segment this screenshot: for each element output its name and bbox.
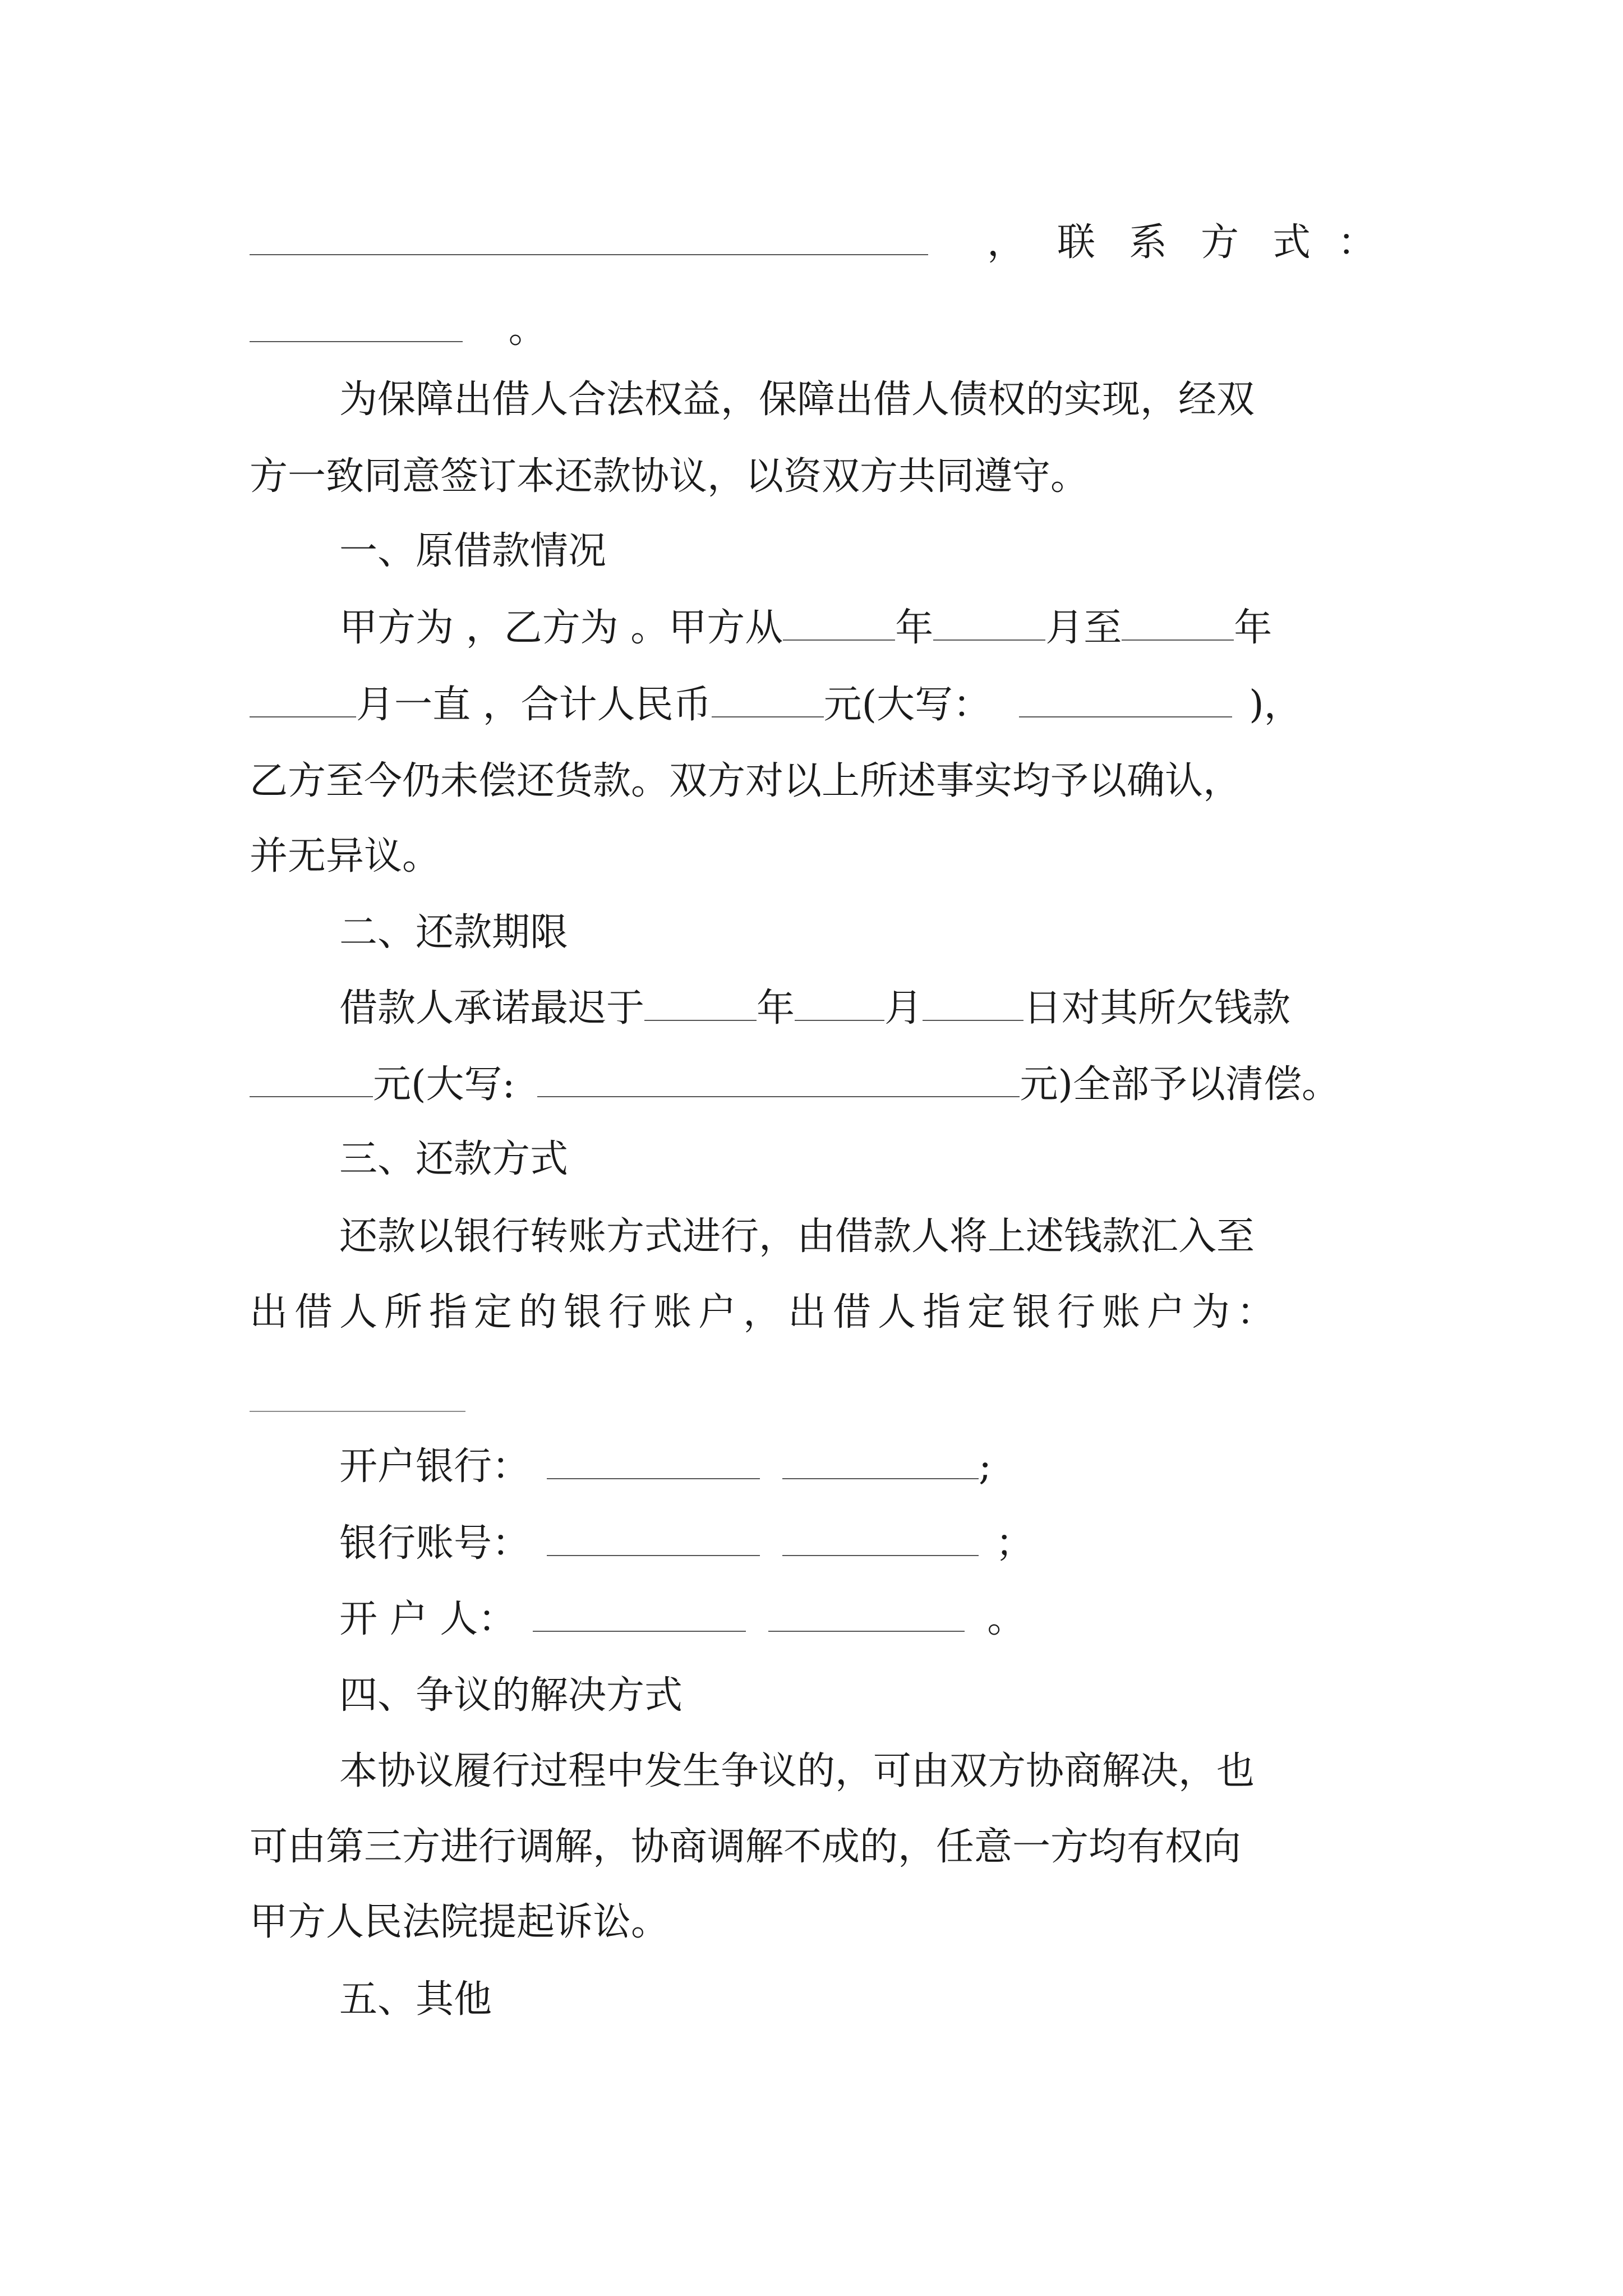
blank-field (712, 716, 824, 717)
account-line (339, 1507, 1388, 1580)
bank-label: 开户银行： (339, 1444, 531, 1489)
repayment-deadline-line-2 (250, 1048, 1388, 1121)
repayment-method-line-1: 还款以银行转账方式进行，由借款人将上述钱款汇入至 (339, 1214, 1255, 1259)
colon: ： (1338, 220, 1376, 265)
section-heading-1: 一、原借款情况 (339, 529, 607, 573)
blank-field (782, 1554, 979, 1556)
comma: ， (987, 220, 1026, 265)
account-blank-line (250, 1363, 1388, 1436)
blank-field (250, 1410, 465, 1412)
capital-amount-label: 元(大写： (823, 683, 992, 727)
month-label: 月 (884, 986, 923, 1030)
blank-field (250, 1096, 373, 1097)
deadline-text: 借款人承诺最迟于 (339, 986, 645, 1030)
year-label: 年 (1234, 606, 1272, 650)
year-label: 年 (757, 986, 795, 1030)
loan-info-text: 甲方为 ，乙方为 。甲方从 (339, 606, 783, 650)
month-label: 月至 (1045, 606, 1122, 650)
blank-field (250, 341, 463, 342)
year-label: 年 (895, 606, 934, 650)
blank-field (250, 716, 356, 717)
contact-label: 联系方式 (1057, 220, 1345, 265)
blank-field (923, 1019, 1023, 1021)
repayment-deadline-line-1 (339, 972, 1388, 1045)
repayment-method-text: 出借人所指定的银行账户，出借人指定银行账户为： (250, 1290, 1282, 1335)
contact-line (250, 206, 1388, 279)
repayment-method-line-2 (250, 1276, 1388, 1349)
loan-info-line-4: 并无异议。 (250, 834, 441, 878)
period: 。 (987, 1597, 1026, 1641)
blank-field (795, 1019, 884, 1021)
section-heading-3: 三、还款方式 (339, 1137, 569, 1181)
section-heading-2: 二、还款期限 (339, 910, 569, 955)
semicolon: ; (979, 1444, 992, 1489)
blank-field (768, 1630, 965, 1632)
loan-info-line-3: 乙方至今仍未偿还货款。双方对以上所述事实均予以确认， (250, 759, 1242, 803)
section-heading-5: 五、其他 (339, 1977, 492, 2022)
blank-field (547, 1478, 760, 1479)
bank-line (339, 1430, 1388, 1503)
blank-field (782, 1478, 979, 1479)
deadline-text: 元)全部予以清偿。 (1020, 1062, 1340, 1107)
dispute-line-3: 甲方人民法院提起诉讼。 (250, 1900, 670, 1944)
contact-blank-line (250, 293, 1388, 366)
capital-amount-label: 元(大写: (373, 1062, 515, 1107)
period: 。 (508, 307, 547, 352)
blank-field (644, 1019, 757, 1021)
section-heading-4: 四、争议的解决方式 (339, 1673, 683, 1718)
blank-field (537, 1096, 1020, 1097)
blank-field (1122, 639, 1234, 641)
deadline-text: 日对其所欠钱款 (1023, 986, 1291, 1030)
blank-field (547, 1554, 760, 1556)
blank-field (933, 639, 1045, 641)
loan-info-text: 月一直 ，合计人民币 (356, 683, 712, 727)
blank-field (250, 254, 928, 255)
account-label: 银行账号： (339, 1521, 531, 1566)
loan-info-line-1 (339, 592, 1388, 665)
loan-info-line-2 (250, 669, 1388, 742)
semicolon: ； (995, 1521, 1034, 1566)
intro-paragraph-line-2: 方一致同意签订本还款协议，以资双方共同遵守。 (250, 454, 1089, 499)
dispute-line-1: 本协议履行过程中发生争议的，可由双方协商解决，也 (339, 1749, 1255, 1793)
blank-field (783, 639, 895, 641)
holder-label: 开 户 人： (339, 1597, 517, 1641)
blank-field (1019, 716, 1232, 717)
blank-field (533, 1630, 746, 1632)
bracket-close: )， (1249, 683, 1302, 727)
intro-paragraph-line-1: 为保障出借人合法权益，保障出借人债权的实现，经双 (339, 378, 1255, 422)
dispute-line-2: 可由第三方进行调解，协商调解不成的，任意一方均有权向 (250, 1825, 1242, 1869)
holder-line (339, 1583, 1388, 1656)
